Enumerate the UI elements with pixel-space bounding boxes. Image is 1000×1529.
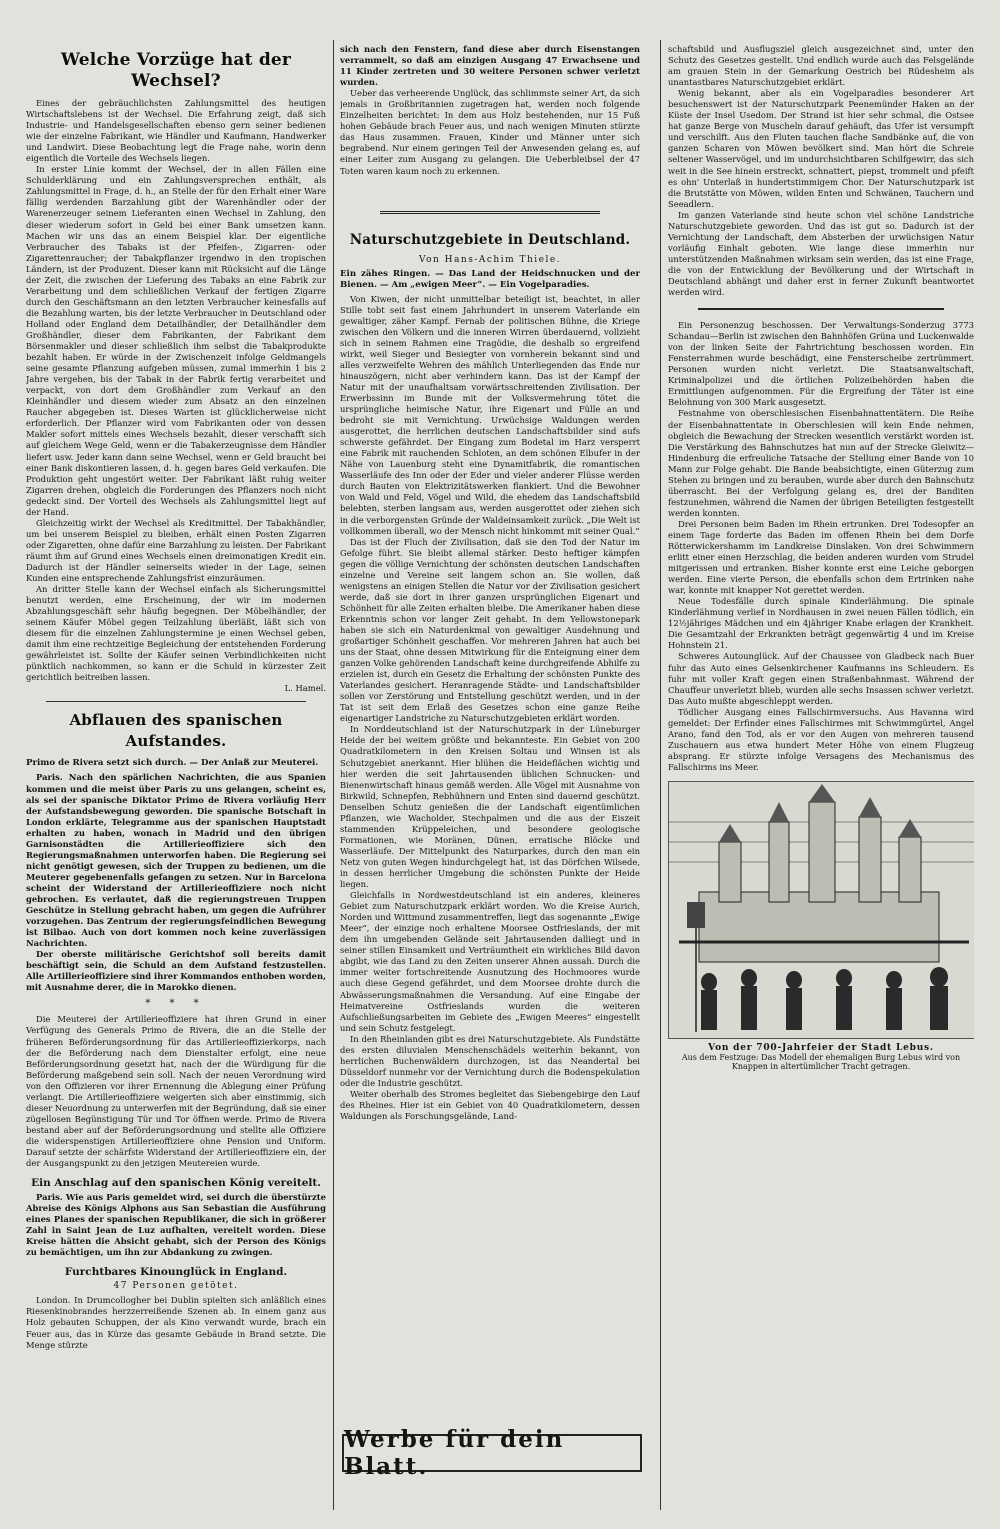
paragraph: Im ganzen Vaterlande sind heute schon viel schöne Landstriche Naturschutzgebiete geworden. Und das ist gut so. Dadurch ist der Vernichtung der Landschaft, dem Absterben der urwüchsigen Natur vorläufig Einhalt geboten. Wie lange diese immerhin nur unterstützenden Maßnahmen wirksam sein werden, das ist eine Frage, die von der Entwicklung der Bevölkerung und der Wirtschaft in Deutschland abhängt und daher erst in ferner Zukunft beantwortet werden wird. bbox=[668, 209, 974, 298]
engraving-illustration bbox=[668, 781, 974, 1039]
paragraph: Von Kiwen, der nicht unmittelbar beteiligt ist, beachtet, in aller Stille tobt seit fast einem Jahrhundert in unserem Vaterlande ein gewaltiger, zäher Kampf. Fernab der politischen Bühne, die Kriege zwischen den Völkern und die inneren Wirren überdauernd, vollzieht sich in seinem Rahmen eine Tragödie, die deshalb so ergreifend wirkt, weil Sieger und Besiegter von vornherein bekannt sind und alles verzweifelte Wehren des mählich Unterliegenden das Ende nur hinauszögern, nicht aber verhindern kann. Das ist der Kampf der Natur mit der unaufhaltsam vorwärtsschreitenden Zivilisation. Der Erwerbssinn im Bunde mit der Volksvermehrung tötet die ursprüngliche heimische Natur, ihre Eigenart und Fülle an und bedroht sie mit Vernichtung. Urwüchsige Waldungen werden ausgerottet, die herrlichen deutschen Landschaftsbilder sind aufs schwerste gefährdet. Der Eingang zum Bodetal im Harz versperrt eine Fabrik mit rauchenden Schloten, an dem schönen Elbufer in der Nähe von Lauenburg steht eine Dynamitfabrik, die romantischen Wasserläufe des Inn oder der Eder und vieler anderer Flüsse werden durch Bauten von Elektrizitätswerken flankiert. Und die Bewohner von Wald und Feld, Vögel und Wild, die ehedem das Landschaftsbild belebten, sterben langsam aus, werden ausgerottet oder ziehen sich in die verborgensten Gründe der Waldeinsamkeit zurück. „Die Welt ist vollkommen überall, wo der Mensch nicht hinkommt mit seiner Qual.“ bbox=[340, 293, 640, 536]
news-item: Festnahme von oberschlesischen Eisenbahnattentätern. Die Reihe der Eisenbahnattentate in Oberschlesien will kein Ende nehmen, obgleich die Bewachung der Strecken wesentlich verstärkt worden ist. Die Verstärkung des Bahnschutzes hat nun auf der Strecke Gleiwitz—Hindenburg die erfreuliche Tatsache der Stellung einer Bande von 10 Mann zur Folge gehabt. Die Bande beabsichtigte, einen Güterzug zum Stehen zu bringen und zu berauben, wurde aber durch den Bahnschutz überrascht. Bei der Verfolgung gelang es, drei der Banditen festzunehmen, während die Namen der übrigen Beteiligten festgestellt werden konnten. bbox=[668, 408, 974, 518]
paragraph: In erster Linie kommt der Wechsel, der in allen Fällen eine Schulderklärung und ein Zahlungsversprechen enthält, als Zahlungsmittel in Frage, d. h., an Stelle der für den Erhalt einer Ware fällig werdenden Barzahlung gibt der Warenhändler oder der Warenerzeuger seinem Lieferanten einen Wechsel in Zahlung, den dieser wiederum sofort in Geld bei einer Bank umsetzen kann. Machen wir uns das an einem Beispiel klar. Der eigentliche Verbraucher des Tabaks ist der Pfeifen-, Zigarren- oder Zigarettenraucher; der Tabakpflanzer irgendwo in den tropischen Ländern, ist der Produzent. Dieser kann mit Rücksicht auf die Länge der Zeit, die zwischen der Lieferung des Tabaks an eine Fabrik zur Verarbeitung und dem schließlichen Verkauf der fertigen Zigarre durch den Geschäftsmann an den letzten Verbraucher keinesfalls auf die Bezahlung warten, bis der letzte Verbraucher in Deutschland oder Holland oder England dem Detailhändler, der Detailhändler dem Großhändler, dieser dem Fabrikanten, der Fabrikant dem Börsenmakler und dieser schließlich ihm selbst die Tabakprodukte bezahlt haben. Er würde in der Zwischenzeit infolge Geldmangels seine gesamte Pflanzung aufgeben müssen, zumal immerhin 1 bis 2 Jahre vergehen, bis der Tabak in der Fabrik fertig verarbeitet und verpackt, von dort dem Großhändler zum Verkauf an den Kleinhändler und diesem wieder zum Absatz an den einzelnen Raucher abgegeben ist. Dieses Warten ist glücklicherweise nicht erforderlich. Der Pflanzer wird vom Fabrikanten oder von dessen Makler sofort mittels eines Wechsels bezahlt, dieser verschafft sich auf gleichem Wege Geld, wenn er die Tabakerzeugnisse dem Händler liefert usw. Jeder kann dann seine Wechsel, wenn er Geld braucht bei einer Bank diskontieren lassen, d. h. gegen bares Geld verkaufen. Die Produktion geht ungestört weiter. Der Fabrikant läßt ruhig weiter Zigarren drehen, obgleich die Forderungen des Pflanzers noch nicht gedeckt sind. Der Vorteil des Wechsels als Zahlungsmittel liegt auf der Hand. bbox=[26, 164, 326, 517]
news-item: Schweres Autounglück. Auf der Chaussee von Gladbeck nach Buer fuhr das Auto eines Gelsenkirchener Kaufmanns ins Schleudern. Es fuhr mit voller Kraft gegen einen Straßenbahnmast. Während der Chauffeur unverletzt blieb, wurden alle sechs Insassen schwer verletzt. Das Auto mußte abgeschleppt werden. bbox=[668, 651, 974, 706]
paragraph: In Norddeutschland ist der Naturschutzpark in der Lüneburger Heide der bei weitem größte und bekannteste. Ein Gebiet von 200 Quadratkilometern in den Kreisen Soltau und Winsen ist als Schutzgebiet anerkannt. Hier blühen die Heideflächen wichtig und hier werden die seit Jahrtausenden üblichen Schnucken- und Bienenwirtschaft hinaus gemäß werden. Alle Vögel mit Ausnahme von Birkwild, Schnepfen, Rebhühnern und Enten sind dauernd geschützt. Denselben Schutz genießen die der Landschaft eigentümlichen Pflanzen, wie Wacholder, Stechpalmen und die aus der Eiszeit stammenden Krüppeleichen, und besondere geologische Formationen, wie Moränen, Dünen, erratische Blöcke und Wasserläufe. Der Mittelpunkt des Naturparkes, durch den man ein Netz von guten Wegen hindurchgelegt hat, ist das Dörfchen Wilsede, in dessen herrlicher Umgebung die schönsten Punkte der Heide liegen. bbox=[340, 724, 640, 890]
paragraph: Ueber das verheerende Unglück, das schlimmste seiner Art, da sich jemals in Großbritannien zugetragen hat, werden noch folgende Einzelheiten berichtet: In dem aus Holz bestehenden, nur 15 Fuß hohen Gebäude brach Feuer aus, und nach wenigen Minuten stürzte das Haus zusammen. Frauen, Kinder und Männer unter sich begrabend. Nur einem geringen Teil der Anwesenden gelang es, auf einer Leiter zum Ausgang zu gelangen. Die Ueberbleibsel der 47 Toten waren kaum noch zu erkennen. bbox=[340, 88, 640, 176]
divider bbox=[698, 308, 944, 310]
author-byline: Von Hans-Achim Thiele. bbox=[418, 254, 562, 265]
subheadline: Ein zähes Ringen. — Das Land der Heidschnucken und der Bienen. — Am „ewigen Meer“. — Ein Vogelparadies. bbox=[340, 268, 640, 290]
headline-spanish-uprising: Abflauen des spanischen Aufstandes. bbox=[69, 711, 283, 751]
column-3 bbox=[668, 44, 974, 1514]
news-item: Tödlicher Ausgang eines Fallschirmversuchs. Aus Havanna wird gemeldet: Der Erfinder eines Fallschirmes mit Schwimmgürtel, Angel Arano, fand den Tod, als er vor den Augen von mehreren tausend Zuschauern aus etwa hundert Meter Höhe von einem Flugzeug absprang. Er stürzte infolge Versagens des Mechanismus des Fallschirms ins Meer. bbox=[668, 706, 974, 772]
news-item: Ein Personenzug beschossen. Der Verwaltungs-Sonderzug 3773 Schandau—Berlin ist zwischen den Bahnhöfen Grüna und Luckenwalde von der linken Seite der Fahrtrichtung beschossen worden. Ein Fensterrahmen wurde beschädigt, eine Fensterscheibe zertrümmert. Personen wurden nicht verletzt. Die Staatsanwaltschaft, Kriminalpolizei und die örtlichen Polizeibehörden haben die Ermittlungen aufgenommen. Für die Ergreifung der Täter ist eine Belohnung von 300 Mark ausgesetzt. bbox=[668, 320, 974, 408]
paragraph: schaftsbild und Ausflugsziel gleich ausgezeichnet sind, unter den Schutz des Gesetzes gestellt. Und endlich wurde auch das Felsgelände am grauen Stein in der Gemarkung Oestrich bei Rüdesheim als unantastbares Naturschutzgebiet erklärt. bbox=[668, 44, 974, 88]
paragraph: Eines der gebräuchlichsten Zahlungsmittel des heutigen Wirtschaftslebens ist der Wechsel. Die Erfahrung zeigt, daß sich Industrie- und Handelsgesellschaften ebenso gern seiner bedienen wie der einzelne Fabrikant, wie Händler und Kaufmann, Handwerker und Landwirt. Diese Beobachtung legt die Frage nahe, worin denn eigentlich die Vorteile des Wechsels liegen. bbox=[26, 98, 326, 164]
advertisement-box: Werbe für dein Blatt. bbox=[342, 1434, 642, 1472]
paragraph: An dritter Stelle kann der Wechsel einfach als Sicherungsmittel benutzt werden, eine Erscheinung, der wir im modernen Abzahlungsgeschäft sehr häufig begegnen. Der Möbelhändler, der seinem Käufer Möbel gegen Teilzahlung überläßt, läßt sich von diesem für die einzelnen Zahlungstermine je einen Wechsel geben, damit ihm eine rechtzeitige Begleichung der entstehenden Forderung gewährleistet ist. Sollte der Käufer seinen Verbindlichkeiten nicht pünktlich nachkommen, so kann er die Schuld in kürzester Zeit gerichtlich beitreiben lassen. bbox=[26, 584, 326, 683]
paragraph: Gleichfalls in Nordwestdeutschland ist ein anderes, kleineres Gebiet zum Naturschutzpark erklärt worden. Wo die Kreise Aurich, Norden und Wittmund zusammentreffen, liegt das sogenannte „Ewige Meer“, der einzige noch erhaltene Moorsee Ostfrieslands, der mit dem ihn umgebenden Gelände seit Jahrtausenden dalliegt und in seiner stillen Einsamkeit und Verträumtheit ein wirkliches Bild davon abgibt, wie das Land zu den Zeiten unserer Ahnen aussah. Durch die immer weiter fortschreitende Ausnutzung des Hochmoores wurde auch diese Gegend gefährdet, und dem Moorsee drohte durch die Abwässerungsmaßnahmen die Versandung. Auf eine Eingabe der Heimatvereine Ostfrieslands wurden die weiteren Aufschließungsarbeiten im Gebiete des „Ewigen Meeres“ eingestellt und sein Schutz festgelegt. bbox=[340, 890, 640, 1033]
illustration-caption: Von der 700-Jahrfeier der Stadt Lebus. bbox=[708, 1043, 934, 1053]
column-2 bbox=[340, 44, 640, 1514]
castle-procession-illustration bbox=[669, 782, 974, 1038]
subheadline: 47 Personen getötet. bbox=[113, 1281, 239, 1292]
section-stars: * * * bbox=[145, 998, 207, 1010]
paragraph: In den Rheinlanden gibt es drei Naturschutzgebiete. Als Fundstätte des ersten diluvialen Menschenschädels weiterhin bekannt, von herrlichen Buchenwäldern durchzogen, ist das Neandertal bei Düsseldorf nunmehr vor der Vernichtung durch die Bodenspekulation oder die Industrie geschützt. bbox=[340, 1033, 640, 1088]
paragraph: sich nach den Fenstern, fand diese aber durch Eisenstangen verrammelt, so daß am einzigen Ausgang 47 Erwachsene und 11 Kinder zertreten und 30 weitere Personen schwer verletzt wurden. bbox=[340, 44, 640, 88]
divider bbox=[380, 211, 600, 214]
paragraph: Paris. Wie aus Paris gemeldet wird, sei durch die überstürzte Abreise des Königs Alphons aus San Sebastian die Ausführung eines Planes der spanischen Republikaner, die sich in größerer Zahl in Saint Jean de Luz aufhalten, vereitelt worden. Diese Kreise hätten die Absicht gehabt, sich der Person des Königs zu bemächtigen, um ihn zur Abdankung zu zwingen. bbox=[26, 1192, 326, 1258]
paragraph: Die Meuterei der Artillerieoffiziere hat ihren Grund in einer Verfügung des Generals Primo de Rivera, die an die Stelle der früheren Beförderungsordnung für das Artillerieoffizierkorps, nach der die Beförderung nach dem Dienstalter erfolgt, eine neue Beförderungsordnung gesetzt hat, nach der die Würdigung für die Beförderung maßgebend sein soll. Nach der neuen Verordnung wird von den Offizieren vor ihrer Ernennung die Ablegung einer Prüfung verlangt. Die Artillerieoffiziere weigerten sich aber einstimmig, sich dieser Neuordnung zu unterwerfen mit der Begründung, daß sie einer zügellosen Begünstigung Tür und Tor öffnen werde. Primo de Rivera bestand aber auf der Beförderungsordnung und stellte alle Offiziere die widerspenstigen Artillerieoffiziere ohne Pension und Uniform. Darauf setzte der schärfste Widerstand der Artillerieoffiziere ein, der der Ausgangspunkt zu den jetzigen Meutereien wurde. bbox=[26, 1014, 326, 1169]
column-1 bbox=[26, 44, 326, 1514]
headline-naturschutz: Naturschutzgebiete in Deutschland. bbox=[349, 231, 631, 248]
news-item: Drei Personen beim Baden im Rhein ertrunken. Drei Todesopfer an einem Tage forderte das Baden im offenen Rhein bei dem Dorfe Rötterwickershamm im Landkreise Dinslaken. Von drei Schwimmern erlitt einer einen Herzschlag, die beiden anderen wurden vom Strudel mitgerissen und ertranken. Bisher konnte erst eine Leiche geborgen werden. Eine vierte Person, die ebenfalls schon dem Ertrinken nahe war, konnte mit knapper Not gerettet werden. bbox=[668, 518, 974, 596]
paragraph: Weiter oberhalb des Stromes begleitet das Siebengebirge den Lauf des Rheines. Hier ist ein Gebiet von 40 Quadratkilometern, dessen Waldungen als Forschungsgelände, Land- bbox=[340, 1088, 640, 1122]
paragraph: Gleichzeitig wirkt der Wechsel als Kreditmittel. Der Tabakhändler, um bei unserem Beispiel zu bleiben, erhält einen Posten Zigarren oder Zigaretten, ohne dafür eine Barzahlung zu leisten. Der Fabrikant räumt ihm auf Grund eines Wechsels einen dreimonatigen Kredit ein. Dadurch ist der Händler seinerseits wieder in der Lage, seinen Kunden eine entsprechende Zahlungsfrist einzuräumen. bbox=[26, 517, 326, 584]
paragraph: Der oberste militärische Gerichtshof soll bereits damit beschäftigt sein, die Schuld an dem Aufstand festzustellen. Alle Artillerieoffiziere sind ihrer Kommandos enthoben worden, mit Ausnahme derer, die in Marokko dienen. bbox=[26, 949, 326, 993]
headline-attack-king: Ein Anschlag auf den spanischen König vereitelt. bbox=[31, 1177, 321, 1190]
headline-wechsel: Welche Vorzüge hat der Wechsel? bbox=[60, 50, 292, 91]
column-rule-1 bbox=[333, 40, 334, 1510]
author-signature: L. Hamel. bbox=[284, 683, 326, 694]
headline-cinema-disaster: Furchtbares Kinounglück in England. bbox=[64, 1266, 288, 1279]
illustration-subcaption: Aus dem Festzuge: Das Modell der ehemaligen Burg Lebus wird von Knappen in altertümlicher Tracht getragen. bbox=[681, 1053, 961, 1071]
subheadline: Primo de Rivera setzt sich durch. — Der Anlaß zur Meuterei. bbox=[26, 758, 319, 769]
paragraph: Paris. Nach den spärlichen Nachrichten, die aus Spanien kommen und die meist über Paris zu uns gelangen, scheint es, als sei der spanische Diktator Primo de Rivera vorläufig Herr der Aufstandsbewegung geworden. Die spanische Botschaft in London erklärte, Telegramme aus der spanischen Hauptstadt erhalten zu haben, wonach in Madrid und den übrigen Garnisonstädten die Artillerieoffiziere sich den Regierungsmaßnahmen unterworfen haben. Die Regierung sei nicht genötigt gewesen, sich der Truppen zu bedienen, um die Meuterer gegebenenfalls gefangen zu setzen. Nur in Barcelona scheint der Widerstand der Artillerieoffiziere noch nicht gebrochen. Es verlautet, daß die regierungstreuen Truppen Geschütze in Stellung gebracht haben, um gegen die Aufrührer vorzugehen. Das Zentrum der regierungsfeindlichen Bewegung ist Bilbao. Auch von dort kommen noch keine zuverlässigen Nachrichten. bbox=[26, 772, 326, 949]
paragraph: London. In Drumcollogher bei Dublin spielten sich anläßlich eines Riesenkinobrandes herzzerreißende Szenen ab. In einem ganz aus Holz gebauten Schuppen, der als Kino verwandt wurde, brach ein Feuer aus, das in Kürze das gesamte Gebäude in Brand setzte. Die Menge stürzte bbox=[26, 1295, 326, 1350]
paragraph: Wenig bekannt, aber als ein Vogelparadies besonderer Art besuchenswert ist der Naturschutzpark Peenemünder Haken an der Küste der Insel Usedom. Der Strand ist hier sehr schmal, die Ostsee hat ganze Berge von Muscheln darauf gehäuft, das Ufer ist versumpft und verschilft. Aus den Fluten tauchen flache Sandbänke auf, die von ganzen Scharen von Möwen bevölkert sind. Man hört die Schreie seltener Wasservögel, und im undurchsichtbaren Schilfgewirr, das sich weit in die See hinein erstreckt, schnattert, piepst, trommelt und pfeift es ohn' Unterlaß in hundertstimmigem Chor. Der Naturschutzpark ist die Brutstätte von Möwen, wilden Enten und Schwänen, Tauchern und Seeadlern. bbox=[668, 88, 974, 209]
paragraph: Das ist der Fluch der Zivilisation, daß sie den Tod der Natur im Gefolge führt. Sie bleibt allemal stärker. Desto heftiger kämpfen gegen die völlige Vernichtung der schönsten deutschen Landschaften einzelne und Vereine seit langem schon an. Sie wollen, daß wenigstens an einigen Stellen die Natur vor der Zivilisation gesichert werde, daß sie dort in ihrer ganzen ursprünglichen Eigenart und Schönheit für alle Zeiten erhalten bleibe. Die Amerikaner haben diese Erkenntnis schon vor langer Zeit gehabt. In dem Yellowstonepark haben sie sich ein Naturdenkmal von gewaltiger Ausdehnung und großartiger Schönheit geschaffen. Vor mehreren Jahren hat auch bei uns der Staat, ohne dessen Mitwirkung für die Enteignung einer dem ganzen Volke gehörenden Landschaft keine durchgreifende Abhilfe zu erzielen ist, durch ein Gesetz die Erhaltung der schönsten Punkte des Vaterlandes gesichert. Heranragende Städte- und Landschaftsbilder sollen vor Zerstörung und Entstellung geschützt werden, und in der Tat ist seit dem Erlaß des Gesetzes schon eine ganze Reihe eigenartiger Landstriche zu Naturschutzgebieten erklärt worden. bbox=[340, 536, 640, 724]
news-item: Neue Todesfälle durch spinale Kinderlähmung. Die spinale Kinderlähmung verlief in Nordhausen in zwei neuen Fällen tödlich, ein 12½jähriges Mädchen und ein 4jähriger Knabe erlagen der Krankheit. Die Gesamtzahl der Erkrankten beträgt gegenwärtig 4 und im Kreise Hohnstein 21. bbox=[668, 596, 974, 651]
column-rule-2 bbox=[660, 40, 661, 1510]
divider bbox=[46, 701, 306, 702]
